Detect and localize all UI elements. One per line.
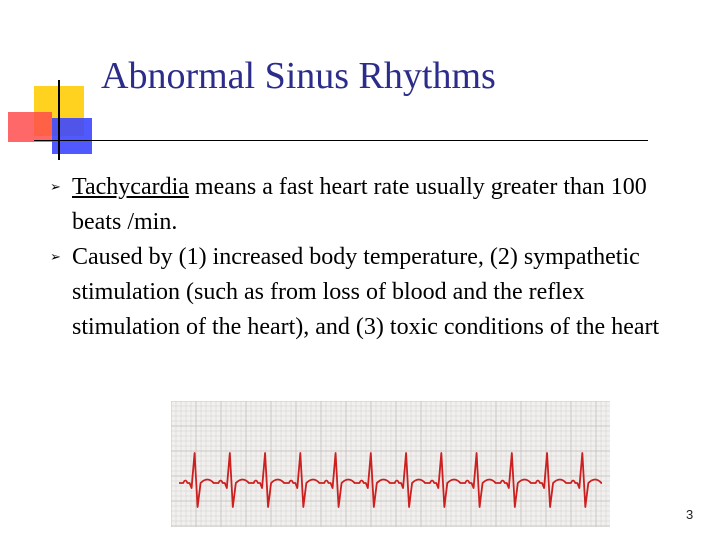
bullet-item-tachycardia bbox=[50, 170, 670, 240]
bullet-text-causes: Caused by (1) increased body temperature, (2) sympathetic stimulation (such as from loss of blood and the reflex stimulation of the heart), and (3) toxic conditions of the heart bbox=[72, 244, 660, 340]
decorative-vertical-line bbox=[58, 80, 60, 160]
bullet-text-definition: means a fast heart rate usually greater than 100 beats /min. bbox=[72, 174, 647, 235]
title-underline-rule bbox=[34, 140, 648, 141]
arrow-bullet-icon: ➢ bbox=[50, 250, 61, 265]
arrow-bullet-icon: ➢ bbox=[50, 180, 61, 195]
bullet-item-causes bbox=[50, 240, 670, 345]
term-tachycardia: Tachycardia bbox=[72, 174, 189, 200]
decorative-red-rectangle bbox=[8, 112, 52, 142]
slide-title: Abnormal Sinus Rhythms bbox=[101, 55, 496, 97]
page-number: 3 bbox=[686, 507, 694, 522]
ecg-strip-image bbox=[171, 401, 610, 527]
ecg-graph-paper bbox=[171, 401, 610, 527]
bullet-list bbox=[50, 170, 670, 345]
